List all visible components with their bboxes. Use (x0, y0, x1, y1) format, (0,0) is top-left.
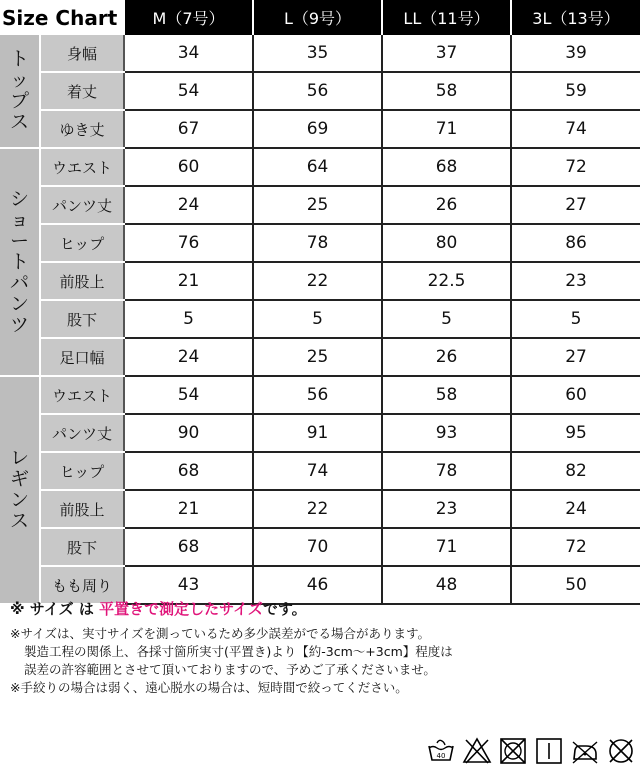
table-row (0, 490, 640, 528)
hand-wash-40-icon (426, 736, 456, 766)
no-bleach-icon (462, 736, 492, 766)
size-value: 46 (253, 566, 382, 604)
size-value: 64 (253, 148, 382, 186)
size-value: 58 (382, 376, 511, 414)
measurement-label: 股下 (40, 300, 124, 338)
size-value: 54 (124, 376, 253, 414)
size-value: 37 (382, 35, 511, 72)
size-value: 22.5 (382, 262, 511, 300)
group-label-text: レ ギ ン ス (9, 447, 29, 532)
size-value: 69 (253, 110, 382, 148)
size-header-m: M（7号） (124, 0, 253, 35)
size-value: 76 (124, 224, 253, 262)
measurement-label: ヒップ (40, 452, 124, 490)
main-note (10, 598, 635, 619)
no-dry-clean-icon (606, 736, 636, 766)
measurement-label: ゆき丈 (40, 110, 124, 148)
measurement-label: 前股上 (40, 490, 124, 528)
size-value: 68 (382, 148, 511, 186)
size-value: 91 (253, 414, 382, 452)
note-line-3: 誤差の許容範囲とさせて頂いておりますので、予めご了承くださいませ。 (24, 662, 436, 677)
size-header-ll: LL（11号） (382, 0, 511, 35)
main-note-highlight: 平置きで測定したサイズ (99, 600, 263, 618)
no-tumble-dry-icon (498, 736, 528, 766)
size-header-row (0, 0, 640, 35)
size-value: 67 (124, 110, 253, 148)
size-value: 86 (511, 224, 640, 262)
table-row (0, 35, 640, 72)
group-label (0, 35, 40, 148)
measurement-label: もも周り (40, 566, 124, 604)
measurement-label: 股下 (40, 528, 124, 566)
notes-section (10, 598, 635, 697)
size-value: 74 (253, 452, 382, 490)
size-value: 24 (124, 338, 253, 376)
size-value: 24 (511, 490, 640, 528)
size-value: 23 (382, 490, 511, 528)
size-value: 59 (511, 72, 640, 110)
group-label-text: シ ョ ー ト パ ン ツ (9, 187, 29, 336)
group-label (0, 148, 40, 376)
iron-low-icon (570, 736, 600, 766)
size-value: 58 (382, 72, 511, 110)
table-row (0, 224, 640, 262)
size-value: 56 (253, 72, 382, 110)
measurement-label: ウエスト (40, 148, 124, 186)
table-row (0, 528, 640, 566)
table-row (0, 262, 640, 300)
group-label (0, 376, 40, 604)
size-header-3l: 3L（13号） (511, 0, 640, 35)
size-value: 72 (511, 148, 640, 186)
size-value: 5 (511, 300, 640, 338)
measurement-label: 身幅 (40, 35, 124, 72)
size-value: 23 (511, 262, 640, 300)
size-header-l: L（9号） (253, 0, 382, 35)
size-value: 93 (382, 414, 511, 452)
measurement-label: パンツ丈 (40, 414, 124, 452)
size-value: 5 (253, 300, 382, 338)
size-value: 25 (253, 186, 382, 224)
size-value: 71 (382, 110, 511, 148)
care-symbols (426, 736, 636, 766)
size-value: 48 (382, 566, 511, 604)
main-note-suffix: です。 (262, 600, 307, 618)
table-row (0, 376, 640, 414)
size-value: 90 (124, 414, 253, 452)
size-value: 70 (253, 528, 382, 566)
measurement-label: 前股上 (40, 262, 124, 300)
main-note-prefix: ※ サイズ は (10, 600, 100, 618)
size-value: 68 (124, 528, 253, 566)
size-value: 71 (382, 528, 511, 566)
size-chart-body (0, 35, 640, 604)
size-value: 34 (124, 35, 253, 72)
line-dry-icon (534, 736, 564, 766)
size-value: 60 (511, 376, 640, 414)
note-line-1: ※サイズは、実寸サイズを測っているため多少誤差がでる場合があります。 (10, 626, 430, 641)
size-value: 35 (253, 35, 382, 72)
measurement-label: パンツ丈 (40, 186, 124, 224)
group-label-text: ト ッ プ ス (9, 48, 29, 133)
size-value: 95 (511, 414, 640, 452)
size-value: 72 (511, 528, 640, 566)
table-row (0, 148, 640, 186)
size-value: 54 (124, 72, 253, 110)
note-line-4: ※手絞りの場合は弱く、遠心脱水の場合は、短時間で絞ってください。 (10, 680, 408, 695)
size-value: 56 (253, 376, 382, 414)
measurement-label: 着丈 (40, 72, 124, 110)
table-row (0, 300, 640, 338)
size-value: 22 (253, 262, 382, 300)
size-value: 50 (511, 566, 640, 604)
size-value: 26 (382, 338, 511, 376)
measurement-label: ウエスト (40, 376, 124, 414)
size-value: 24 (124, 186, 253, 224)
size-value: 78 (382, 452, 511, 490)
size-value: 22 (253, 490, 382, 528)
size-value: 43 (124, 566, 253, 604)
size-value: 27 (511, 186, 640, 224)
table-row (0, 186, 640, 224)
size-value: 68 (124, 452, 253, 490)
size-value: 78 (253, 224, 382, 262)
size-value: 80 (382, 224, 511, 262)
table-row (0, 72, 640, 110)
size-value: 21 (124, 262, 253, 300)
size-value: 74 (511, 110, 640, 148)
size-value: 21 (124, 490, 253, 528)
chart-title: Size Chart (0, 0, 124, 35)
size-value: 39 (511, 35, 640, 72)
table-row (0, 452, 640, 490)
size-value: 25 (253, 338, 382, 376)
measurement-label: ヒップ (40, 224, 124, 262)
size-value: 26 (382, 186, 511, 224)
size-value: 27 (511, 338, 640, 376)
size-value: 60 (124, 148, 253, 186)
note-line-2: 製造工程の関係上、各採寸箇所実寸(平置き)より【約-3cm～+3cm】程度は (24, 644, 453, 659)
size-value: 5 (382, 300, 511, 338)
table-row (0, 110, 640, 148)
size-value: 82 (511, 452, 640, 490)
svg-text:40: 40 (436, 752, 446, 760)
table-row (0, 414, 640, 452)
measurement-label: 足口幅 (40, 338, 124, 376)
table-row (0, 338, 640, 376)
size-value: 5 (124, 300, 253, 338)
